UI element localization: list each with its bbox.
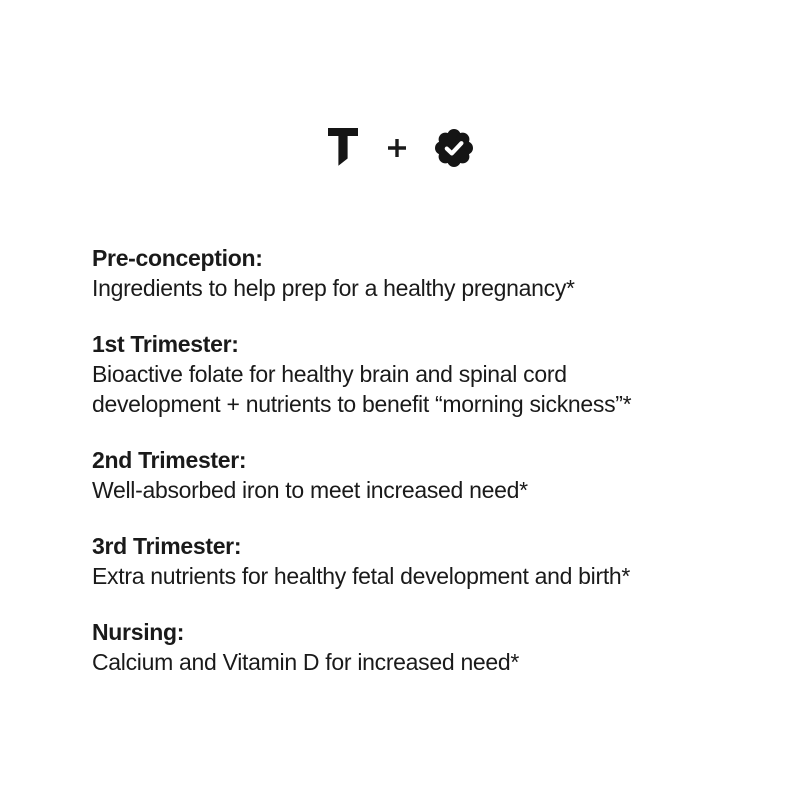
stage-heading: Pre-conception: — [92, 245, 263, 271]
stage-description-line: Extra nutrients for healthy fetal development and birth* — [92, 563, 631, 589]
stage-description-line: Well-absorbed iron to meet increased need* — [92, 477, 528, 503]
stage-description-line: Ingredients to help prep for a healthy pregnancy* — [92, 275, 575, 301]
thorne-t-logo-icon — [328, 128, 358, 166]
stage-description-line: Bioactive folate for healthy brain and spinal cord — [92, 361, 567, 387]
verified-badge-icon — [434, 128, 474, 168]
stage-section-second-trimester — [92, 445, 738, 505]
stage-section-nursing — [92, 617, 738, 677]
stage-heading: 3rd Trimester: — [92, 533, 242, 559]
stage-section-first-trimester — [92, 329, 738, 419]
stage-description-line: development + nutrients to benefit “morning sickness”* — [92, 391, 632, 417]
stage-heading: 2nd Trimester: — [92, 447, 247, 473]
stage-description-line: Calcium and Vitamin D for increased need* — [92, 649, 520, 675]
plus-icon — [387, 138, 407, 158]
stage-section-third-trimester — [92, 531, 738, 591]
stage-list — [92, 243, 738, 677]
brand-logo-lockup — [0, 0, 800, 200]
stage-heading: 1st Trimester: — [92, 331, 239, 357]
stage-heading: Nursing: — [92, 619, 185, 645]
stage-section-preconception — [92, 243, 738, 303]
